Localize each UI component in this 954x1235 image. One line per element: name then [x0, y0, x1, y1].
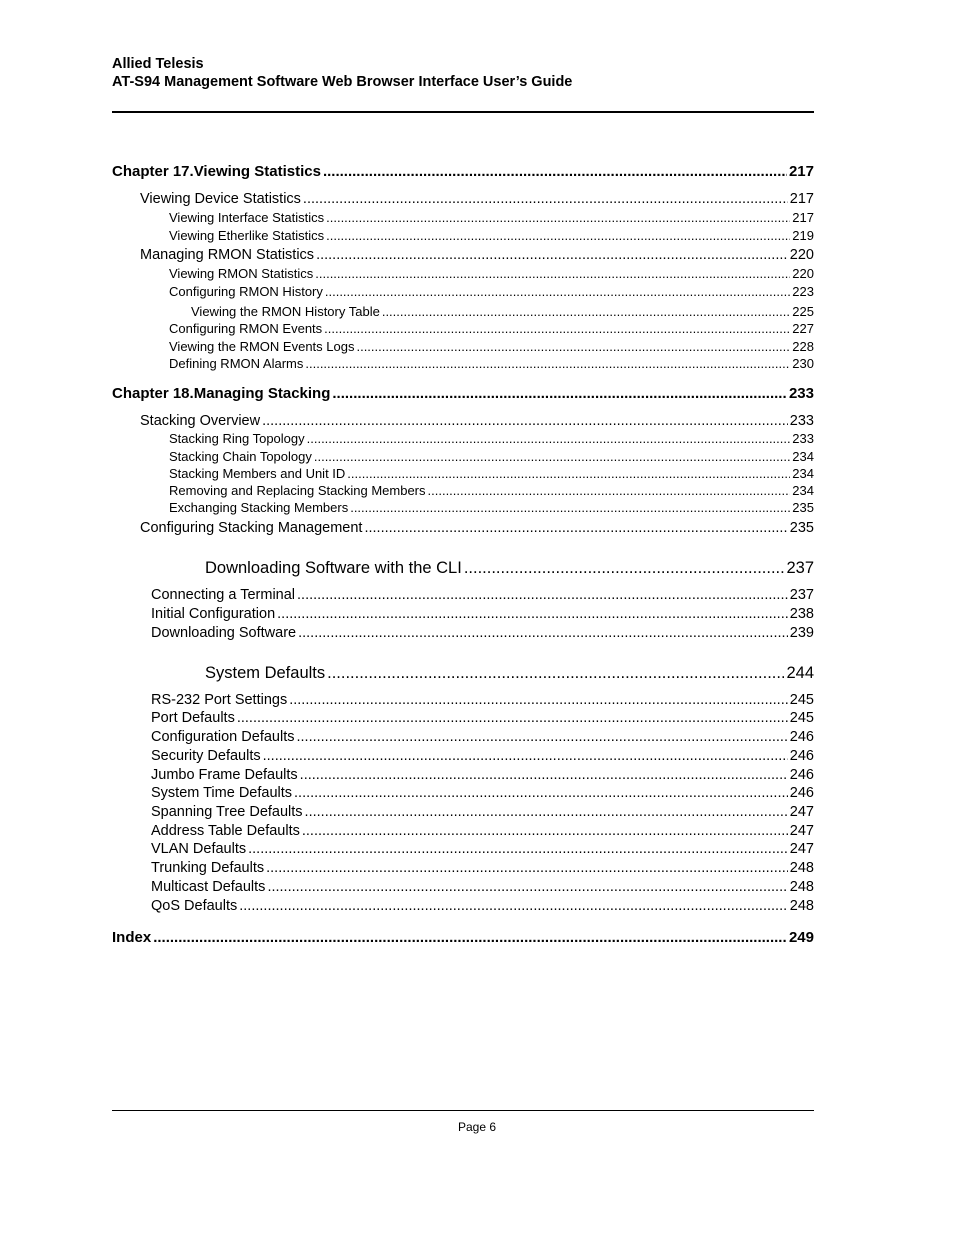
- toc-dot-leader: [326, 210, 790, 225]
- toc-dot-leader: [297, 587, 788, 603]
- page-number: Page 6: [457, 1120, 497, 1134]
- toc-entry[interactable]: [151, 898, 814, 914]
- toc-dot-leader: [314, 449, 790, 464]
- toc-entry-page: 217: [788, 163, 814, 180]
- toc-dot-leader: [239, 898, 788, 914]
- toc-dot-leader: [350, 500, 790, 515]
- toc-entry-title: VLAN Defaults: [151, 841, 247, 857]
- toc-entry-page: 223: [792, 284, 814, 299]
- toc-entry-title: Stacking Overview: [140, 413, 261, 429]
- toc-dot-leader: [266, 860, 788, 876]
- toc-dot-leader: [316, 247, 788, 263]
- toc-entry-title: System Defaults: [205, 664, 326, 682]
- toc-dot-leader: [267, 879, 787, 895]
- toc-entry-title: Multicast Defaults: [151, 879, 266, 895]
- toc-dot-leader: [248, 841, 788, 857]
- page-header: [112, 55, 814, 91]
- toc-entry[interactable]: [151, 692, 814, 708]
- toc-entry-title: Removing and Replacing Stacking Members: [169, 483, 426, 498]
- toc-entry[interactable]: [151, 823, 814, 839]
- toc-dot-leader: [237, 710, 788, 726]
- toc-entry-page: 248: [789, 898, 814, 914]
- toc-dot-leader: [332, 385, 787, 402]
- toc-entry-title: Security Defaults: [151, 748, 261, 764]
- toc-entry[interactable]: [151, 625, 814, 641]
- toc-dot-leader: [325, 284, 790, 299]
- toc-dot-leader: [464, 559, 785, 578]
- toc-entry-page: 233: [792, 431, 814, 446]
- toc-entry[interactable]: [151, 860, 814, 876]
- toc-entry-title: Index: [112, 929, 152, 946]
- toc-entry[interactable]: [112, 929, 814, 946]
- toc-entry-title: Viewing Etherlike Statistics: [169, 228, 325, 243]
- toc-entry-page: 246: [789, 729, 814, 745]
- toc-entry[interactable]: [169, 500, 814, 515]
- toc-dot-leader: [302, 823, 788, 839]
- toc-entry-page: 220: [792, 266, 814, 281]
- toc-dot-leader: [305, 804, 788, 820]
- toc-entry-title: Spanning Tree Defaults: [151, 804, 303, 820]
- toc-entry-page: 246: [789, 748, 814, 764]
- toc-entry[interactable]: [112, 163, 814, 180]
- toc-entry-title: System Time Defaults: [151, 785, 293, 801]
- toc-entry-page: 234: [792, 483, 814, 498]
- toc-dot-leader: [300, 767, 788, 783]
- toc-dot-leader: [298, 625, 788, 641]
- toc-entry-title: Configuring RMON Events: [169, 321, 323, 336]
- toc-entry-page: 235: [789, 520, 814, 536]
- toc-entry[interactable]: [169, 339, 814, 354]
- toc-entry-page: 233: [788, 385, 814, 402]
- toc-entry-page: 238: [789, 606, 814, 622]
- toc-entry[interactable]: [169, 356, 814, 371]
- toc-entry-title: RS-232 Port Settings: [151, 692, 288, 708]
- toc-entry-page: 245: [789, 692, 814, 708]
- toc-dot-leader: [277, 606, 788, 622]
- toc-entry[interactable]: [140, 520, 814, 536]
- toc-entry-title: QoS Defaults: [151, 898, 238, 914]
- toc-dot-leader: [305, 356, 790, 371]
- toc-dot-leader: [263, 748, 788, 764]
- footer-rule: [112, 1110, 814, 1111]
- toc-entry-title: Chapter 17.Viewing Statistics: [112, 163, 321, 180]
- toc-entry[interactable]: [169, 431, 814, 446]
- toc-dot-leader: [327, 664, 784, 683]
- toc-entry-page: 246: [789, 767, 814, 783]
- toc-entry-page: 247: [789, 841, 814, 857]
- toc-entry-title: Defining RMON Alarms: [169, 356, 304, 371]
- toc-entry[interactable]: [169, 321, 814, 336]
- toc-entry[interactable]: [169, 266, 814, 281]
- toc-entry-page: 237: [789, 587, 814, 603]
- toc-entry-title: Address Table Defaults: [151, 823, 300, 839]
- toc-entry-page: 217: [792, 210, 814, 225]
- toc-entry[interactable]: [151, 748, 814, 764]
- toc-entry-title: Stacking Members and Unit ID: [169, 466, 346, 481]
- toc-entry-page: 234: [792, 449, 814, 464]
- toc-entry-page: 247: [789, 804, 814, 820]
- company-name: Allied Telesis: [112, 56, 204, 72]
- toc-entry-title: Configuring Stacking Management: [140, 520, 363, 536]
- toc-entry-page: 234: [792, 466, 814, 481]
- toc-entry-title: Jumbo Frame Defaults: [151, 767, 298, 783]
- toc-entry-title: Port Defaults: [151, 710, 235, 726]
- toc-entry-page: 225: [792, 304, 814, 319]
- toc-entry[interactable]: [169, 210, 814, 225]
- toc-entry[interactable]: [169, 284, 814, 299]
- toc-entry[interactable]: [169, 449, 814, 464]
- toc-entry[interactable]: [112, 385, 814, 402]
- toc-entry-page: 249: [788, 929, 814, 946]
- toc-entry-title: Trunking Defaults: [151, 860, 265, 876]
- toc-entry-title: Exchanging Stacking Members: [169, 500, 349, 515]
- toc-entry-page: 227: [792, 321, 814, 336]
- toc-dot-leader: [262, 413, 788, 429]
- toc-dot-leader: [324, 321, 790, 336]
- toc-entry[interactable]: [140, 413, 814, 429]
- toc-entry-title: Configuration Defaults: [151, 729, 295, 745]
- toc-dot-leader: [296, 729, 787, 745]
- toc-entry[interactable]: [140, 247, 814, 263]
- toc-entry-page: 244: [786, 664, 814, 682]
- toc-dot-leader: [347, 466, 790, 481]
- toc-entry[interactable]: [169, 228, 814, 243]
- toc-dot-leader: [356, 339, 790, 354]
- toc-dot-leader: [303, 191, 788, 207]
- toc-entry-title: Connecting a Terminal: [151, 587, 296, 603]
- toc-entry-title: Stacking Ring Topology: [169, 431, 305, 446]
- toc-dot-leader: [326, 228, 790, 243]
- toc-entry-title: Configuring RMON History: [169, 284, 323, 299]
- toc-entry-page: 248: [789, 879, 814, 895]
- header-rule: [112, 111, 814, 113]
- toc-entry-title: Initial Configuration: [151, 606, 276, 622]
- toc-entry[interactable]: [151, 710, 814, 726]
- toc-dot-leader: [307, 431, 791, 446]
- toc-entry[interactable]: [151, 785, 814, 801]
- toc-entry-page: 248: [789, 860, 814, 876]
- toc-entry[interactable]: [205, 664, 814, 683]
- toc-dot-leader: [289, 692, 788, 708]
- toc-entry[interactable]: [151, 729, 814, 745]
- toc-entry[interactable]: [151, 804, 814, 820]
- toc-entry-title: Chapter 18.Managing Stacking: [112, 385, 331, 402]
- toc-entry-title: Managing RMON Statistics: [140, 247, 315, 263]
- toc-entry[interactable]: [151, 767, 814, 783]
- toc-dot-leader: [382, 304, 790, 319]
- toc-entry-title: Viewing the RMON Events Logs: [169, 339, 355, 354]
- toc-entry[interactable]: [140, 191, 814, 207]
- toc-entry-page: 228: [792, 339, 814, 354]
- toc-dot-leader: [153, 929, 787, 946]
- toc-dot-leader: [315, 266, 790, 281]
- toc-entry[interactable]: [151, 841, 814, 857]
- toc-entry-page: 239: [789, 625, 814, 641]
- toc-entry[interactable]: [169, 483, 814, 498]
- toc-dot-leader: [294, 785, 788, 801]
- toc-entry-title: Stacking Chain Topology: [169, 449, 312, 464]
- toc-entry-title: Viewing RMON Statistics: [169, 266, 314, 281]
- toc-entry-title: Viewing Device Statistics: [140, 191, 301, 207]
- toc-dot-leader: [428, 483, 791, 498]
- toc-entry-page: 245: [789, 710, 814, 726]
- toc-dot-leader: [364, 520, 787, 536]
- toc-entry[interactable]: [151, 587, 814, 603]
- toc-entry[interactable]: [151, 606, 814, 622]
- toc-entry[interactable]: [151, 879, 814, 895]
- toc-entry-page: 233: [789, 413, 814, 429]
- toc-entry-title: Downloading Software: [151, 625, 297, 641]
- toc-entry-page: 237: [786, 559, 814, 577]
- toc-entry-page: 217: [789, 191, 814, 207]
- toc-entry-page: 220: [789, 247, 814, 263]
- toc-entry-title: Viewing the RMON History Table: [191, 304, 380, 319]
- toc-entry-title: Viewing Interface Statistics: [169, 210, 325, 225]
- toc-entry-title: Downloading Software with the CLI: [205, 559, 462, 577]
- toc-entry[interactable]: [169, 466, 814, 481]
- toc-entry-page: 247: [789, 823, 814, 839]
- toc-entry[interactable]: [205, 559, 814, 578]
- toc-entry-page: 219: [792, 228, 814, 243]
- guide-title: AT-S94 Management Software Web Browser Interface User’s Guide: [112, 74, 573, 90]
- toc-entry-page: 230: [792, 356, 814, 371]
- toc-dot-leader: [323, 163, 787, 180]
- toc-entry[interactable]: [191, 304, 814, 319]
- toc-entry-page: 235: [792, 500, 814, 515]
- toc-entry-page: 246: [789, 785, 814, 801]
